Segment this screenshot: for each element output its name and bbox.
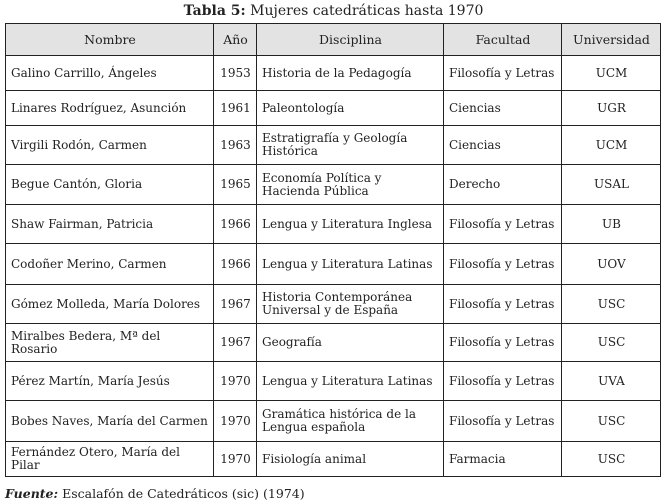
- cell-nombre: Virgili Rodón, Carmen: [6, 126, 214, 165]
- header-universidad: Universidad: [562, 24, 661, 56]
- cell-disciplina: Fisiología animal: [257, 442, 444, 477]
- caption-text: Mujeres catedráticas hasta 1970: [245, 3, 484, 19]
- cell-universidad: USC: [562, 442, 661, 477]
- source-note: [5, 486, 305, 502]
- cell-anio: 1967: [214, 324, 257, 362]
- cell-disciplina: Estratigrafía y Geología Histórica: [257, 126, 444, 165]
- cell-universidad: UCM: [562, 56, 661, 91]
- header-nombre: Nombre: [6, 24, 214, 56]
- cell-nombre: Miralbes Bedera, Mª del Rosario: [6, 324, 214, 362]
- table-row: [6, 285, 661, 324]
- table-row: [6, 244, 661, 285]
- cell-nombre: Begue Cantón, Gloria: [6, 165, 214, 205]
- cell-anio: 1967: [214, 285, 257, 324]
- catedraticas-table: [5, 23, 661, 477]
- cell-universidad: UCM: [562, 126, 661, 165]
- cell-anio: 1963: [214, 126, 257, 165]
- source-text: Escalafón de Catedráticos (sic) (1974): [58, 486, 305, 501]
- table-row: [6, 126, 661, 165]
- cell-disciplina: Economía Política y Hacienda Pública: [257, 165, 444, 205]
- cell-facultad: Filosofía y Letras: [444, 56, 562, 91]
- cell-nombre: Bobes Naves, María del Carmen: [6, 401, 214, 442]
- cell-universidad: USC: [562, 401, 661, 442]
- cell-anio: 1966: [214, 244, 257, 285]
- cell-nombre: Linares Rodríguez, Asunción: [6, 91, 214, 126]
- cell-anio: 1965: [214, 165, 257, 205]
- cell-universidad: USC: [562, 324, 661, 362]
- table-row: [6, 91, 661, 126]
- cell-nombre: Codoñer Merino, Carmen: [6, 244, 214, 285]
- cell-facultad: Filosofía y Letras: [444, 205, 562, 244]
- cell-universidad: UVA: [562, 362, 661, 401]
- cell-anio: 1961: [214, 91, 257, 126]
- cell-facultad: Filosofía y Letras: [444, 324, 562, 362]
- cell-nombre: Galino Carrillo, Ángeles: [6, 56, 214, 91]
- cell-disciplina: Paleontología: [257, 91, 444, 126]
- cell-disciplina: Geografía: [257, 324, 444, 362]
- cell-anio: 1970: [214, 401, 257, 442]
- cell-disciplina: Gramática histórica de la Lengua española: [257, 401, 444, 442]
- cell-nombre: Shaw Fairman, Patricia: [6, 205, 214, 244]
- table-row: [6, 165, 661, 205]
- cell-facultad: Filosofía y Letras: [444, 285, 562, 324]
- cell-disciplina: Historia de la Pedagogía: [257, 56, 444, 91]
- header-row: [6, 24, 661, 56]
- cell-universidad: UGR: [562, 91, 661, 126]
- table-row: [6, 205, 661, 244]
- header-disciplina: Disciplina: [257, 24, 444, 56]
- cell-anio: 1970: [214, 442, 257, 477]
- cell-anio: 1970: [214, 362, 257, 401]
- cell-facultad: Filosofía y Letras: [444, 362, 562, 401]
- table-row: [6, 442, 661, 477]
- cell-facultad: Filosofía y Letras: [444, 401, 562, 442]
- cell-disciplina: Lengua y Literatura Inglesa: [257, 205, 444, 244]
- cell-nombre: Pérez Martín, María Jesús: [6, 362, 214, 401]
- caption-label: Tabla 5:: [183, 3, 246, 19]
- table-row: [6, 362, 661, 401]
- cell-anio: 1953: [214, 56, 257, 91]
- cell-universidad: USAL: [562, 165, 661, 205]
- table-row: [6, 56, 661, 91]
- table-row: [6, 324, 661, 362]
- cell-nombre: Gómez Molleda, María Dolores: [6, 285, 214, 324]
- cell-universidad: USC: [562, 285, 661, 324]
- cell-nombre: Fernández Otero, María del Pilar: [6, 442, 214, 477]
- table-caption: [0, 2, 667, 20]
- cell-facultad: Derecho: [444, 165, 562, 205]
- cell-facultad: Ciencias: [444, 91, 562, 126]
- cell-disciplina: Lengua y Literatura Latinas: [257, 362, 444, 401]
- cell-facultad: Farmacia: [444, 442, 562, 477]
- cell-anio: 1966: [214, 205, 257, 244]
- cell-disciplina: Historia Contemporánea Universal y de España: [257, 285, 444, 324]
- table-row: [6, 401, 661, 442]
- cell-universidad: UOV: [562, 244, 661, 285]
- header-facultad: Facultad: [444, 24, 562, 56]
- source-label: Fuente:: [5, 486, 59, 501]
- header-anio: Año: [214, 24, 257, 56]
- cell-facultad: Ciencias: [444, 126, 562, 165]
- cell-disciplina: Lengua y Literatura Latinas: [257, 244, 444, 285]
- cell-facultad: Filosofía y Letras: [444, 244, 562, 285]
- cell-universidad: UB: [562, 205, 661, 244]
